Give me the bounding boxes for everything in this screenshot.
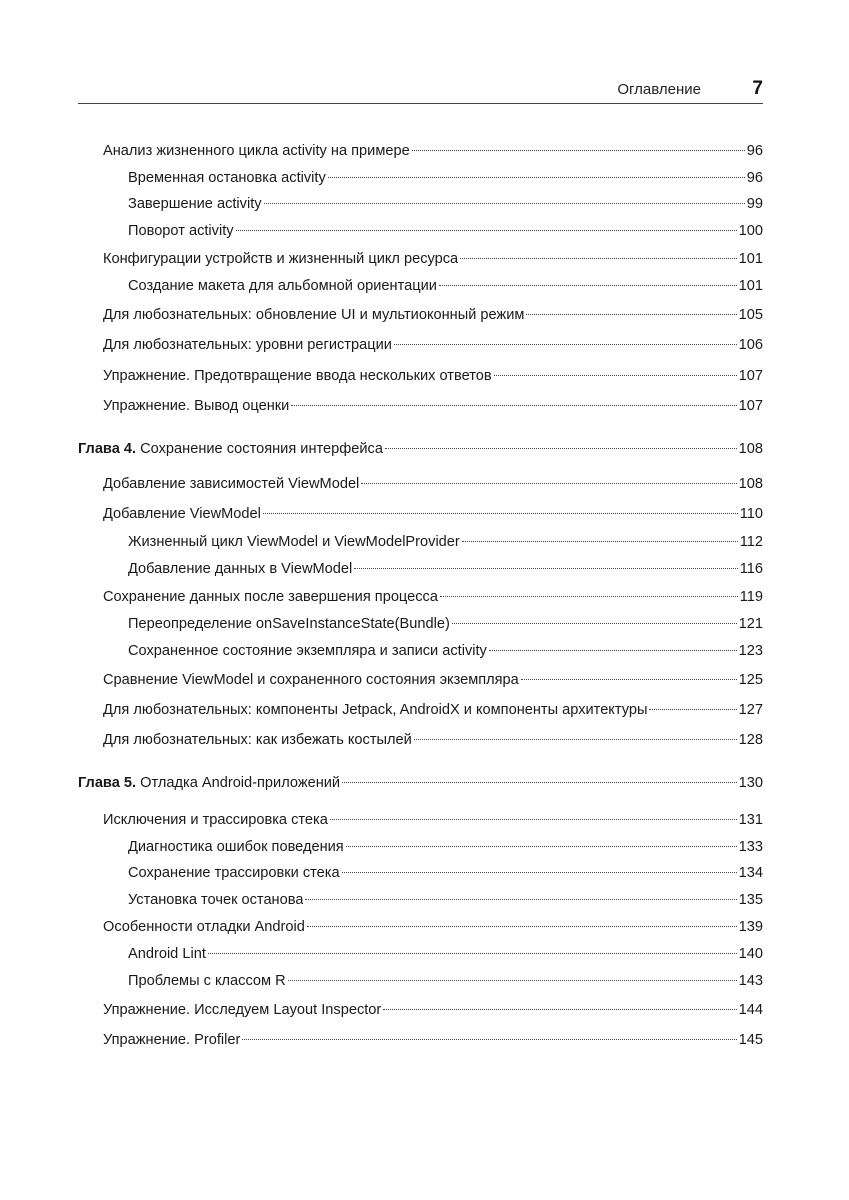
dot-leader [494,374,737,376]
toc-entry [128,614,763,634]
toc-entry-title [128,971,286,991]
toc-entry-text: Переопределение onSaveInstanceState(Bundle) [128,616,450,632]
toc-entry [128,863,763,883]
toc-entry-title [78,439,383,459]
toc-page-number: 110 [739,506,763,522]
toc-entry [103,670,763,690]
toc-entry-title [128,194,262,214]
dot-leader [263,512,738,514]
dot-leader [236,229,737,231]
toc-page-number: 127 [738,702,763,718]
toc-entry-title [103,587,438,607]
toc-entry-text: Исключения и трассировка стека [103,812,328,828]
toc-entry-text: Создание макета для альбомной ориентации [128,278,437,294]
toc-page-number: 131 [738,812,763,828]
toc-entry-text: Упражнение. Profiler [103,1032,241,1048]
toc-entry-text: Сохранение состояния интерфейса [140,441,383,457]
toc-entry-title [103,504,261,524]
toc-entry-title [103,335,392,355]
toc-page-number: 140 [738,946,763,962]
dot-leader [264,202,745,204]
toc-entry [103,504,763,524]
toc-entry [103,396,763,416]
toc-page-number: 121 [738,616,763,632]
toc-entry-title [103,474,359,494]
toc-page-number: 107 [738,398,763,414]
toc-entry [128,971,763,991]
dot-leader [328,176,745,178]
toc-entry-text: Для любознательных: как избежать костылей [103,732,412,748]
chapter-label: Глава 4. [78,441,137,457]
dot-leader [342,871,737,873]
toc-entry [103,335,763,355]
dot-leader [307,925,737,927]
toc-entry-title [103,700,647,720]
dot-leader [521,678,737,680]
toc-entry-title [128,221,234,241]
toc-entry-text: Добавление зависимостей ViewModel [103,476,360,492]
toc-entry-title [128,863,340,883]
toc-entry-text: Для любознательных: компоненты Jetpack, AndroidX и компоненты архитектуры [103,702,648,718]
toc-entry [128,221,763,241]
dot-leader [440,595,738,597]
toc-entry-text: Упражнение. Исследуем Layout Inspector [103,1002,382,1018]
dot-leader [361,482,736,484]
toc-page-number: 125 [738,672,763,688]
toc-page-number: 139 [738,919,763,935]
toc-entry-text: Для любознательных: уровни регистрации [103,337,392,353]
toc-entry-title [128,532,460,552]
toc-page-number: 119 [739,589,763,605]
toc-entry-title [103,141,410,161]
toc-page-number: 108 [738,476,763,492]
dot-leader [354,567,737,569]
toc-page-number: 105 [738,307,763,323]
dot-leader [291,404,736,406]
toc-entry-text: Упражнение. Вывод оценки [103,398,290,414]
toc-entry-text: Установка точек останова [128,892,304,908]
toc-page-number: 107 [738,368,763,384]
toc-page-number: 112 [739,534,763,550]
toc-page-number: 130 [738,775,763,791]
toc-entry-text: Поворот activity [128,223,234,239]
toc-entry-title [128,890,303,910]
toc-entry-title [128,168,326,188]
toc-entry-text: Добавление ViewModel [103,506,261,522]
toc-entry-text: Временная остановка activity [128,170,326,186]
toc-entry-text: Особенности отладки Android [103,919,305,935]
toc-entry [103,474,763,494]
toc-entry-text: Проблемы с классом R [128,973,286,989]
dot-leader [346,845,737,847]
toc-entry [128,559,763,579]
toc-entry-title [103,810,328,830]
toc-page-number: 123 [738,643,763,659]
toc-entry [128,890,763,910]
toc-page-number: 145 [738,1032,763,1048]
toc-entry-title [128,559,352,579]
dot-leader [383,1008,736,1010]
toc-entry-title [103,396,289,416]
toc-page-number: 133 [738,839,763,855]
dot-leader [342,781,737,783]
toc-page-number: 108 [738,441,763,457]
toc-page-number: 96 [746,143,763,159]
toc-chapter-entry [78,773,763,793]
toc-page-number: 101 [738,251,763,267]
dot-leader [412,149,745,151]
toc-entry-text: Для любознательных: обновление UI и мультиоконный режим [103,307,525,323]
toc-entry-text: Сравнение ViewModel и сохраненного состояния экземпляра [103,672,519,688]
toc-page-number: 96 [746,170,763,186]
toc-entry-title [128,837,344,857]
toc-entry [103,700,763,720]
toc-entry-title [103,730,412,750]
toc-entry [103,1030,763,1050]
toc-entry-text: Диагностика ошибок поведения [128,839,344,855]
chapter-label: Глава 5. [78,775,137,791]
toc-entry [103,917,763,937]
toc-chapter-entry [78,439,763,459]
dot-leader [489,649,737,651]
toc-page-number: 101 [738,278,763,294]
toc-entry-title [103,366,492,386]
toc-entry-text: Android Lint [128,946,206,962]
toc-entry-title [128,276,437,296]
toc-page-number: 116 [739,561,763,577]
dot-leader [242,1038,736,1040]
toc-entry-title [103,670,519,690]
toc-entry [128,944,763,964]
running-header-title: Оглавление [617,81,701,98]
toc-entry [128,194,763,214]
toc-page-number: 134 [738,865,763,881]
toc-entry [103,141,763,161]
dot-leader [305,898,736,900]
toc-page-number: 143 [738,973,763,989]
toc-entry-title [78,773,340,793]
toc-entry-text: Отладка Android-приложений [140,775,341,791]
toc-entry-title [103,917,305,937]
page-number: 7 [752,78,763,99]
toc-entry [128,276,763,296]
dot-leader [385,447,737,449]
toc-entry [128,168,763,188]
toc-entry-title [103,249,458,269]
toc-entry-text: Завершение activity [128,196,262,212]
toc-entry-title [103,305,524,325]
toc-entry-title [128,641,487,661]
toc-entry-text: Конфигурации устройств и жизненный цикл ресурса [103,251,459,267]
toc-entry-text: Жизненный цикл ViewModel и ViewModelProvider [128,534,460,550]
dot-leader [288,979,737,981]
toc-entry [128,837,763,857]
toc-page-number: 106 [738,337,763,353]
dot-leader [462,540,738,542]
dot-leader [526,313,736,315]
dot-leader [452,622,737,624]
toc-entry-text: Сохраненное состояние экземпляра и записи activity [128,643,487,659]
dot-leader [649,708,736,710]
toc-entry-text: Сохранение трассировки стека [128,865,340,881]
toc-entry [103,249,763,269]
toc-entry [103,1000,763,1020]
toc-entry-text: Сохранение данных после завершения процесса [103,589,438,605]
toc-entry [103,810,763,830]
toc-entry [103,730,763,750]
dot-leader [330,818,737,820]
toc-page-number: 135 [738,892,763,908]
toc-page-number: 100 [738,223,763,239]
dot-leader [394,343,737,345]
toc-entry-text: Упражнение. Предотвращение ввода нескольких ответов [103,368,492,384]
toc-entry [128,532,763,552]
dot-leader [414,738,737,740]
toc-entry-title [103,1000,381,1020]
toc-entry-title [103,1030,240,1050]
toc-page-number: 99 [746,196,763,212]
toc-entry [103,366,763,386]
dot-leader [460,257,736,259]
toc-page-number: 128 [738,732,763,748]
dot-leader [208,952,737,954]
toc-entry-title [128,614,450,634]
toc-entry-title [128,944,206,964]
toc-entry [103,587,763,607]
toc-entry-text: Добавление данных в ViewModel [128,561,353,577]
toc-page-number: 144 [738,1002,763,1018]
toc-entry [128,641,763,661]
toc-entry [103,305,763,325]
toc-entry-text: Анализ жизненного цикла activity на примере [103,143,410,159]
dot-leader [439,284,737,286]
